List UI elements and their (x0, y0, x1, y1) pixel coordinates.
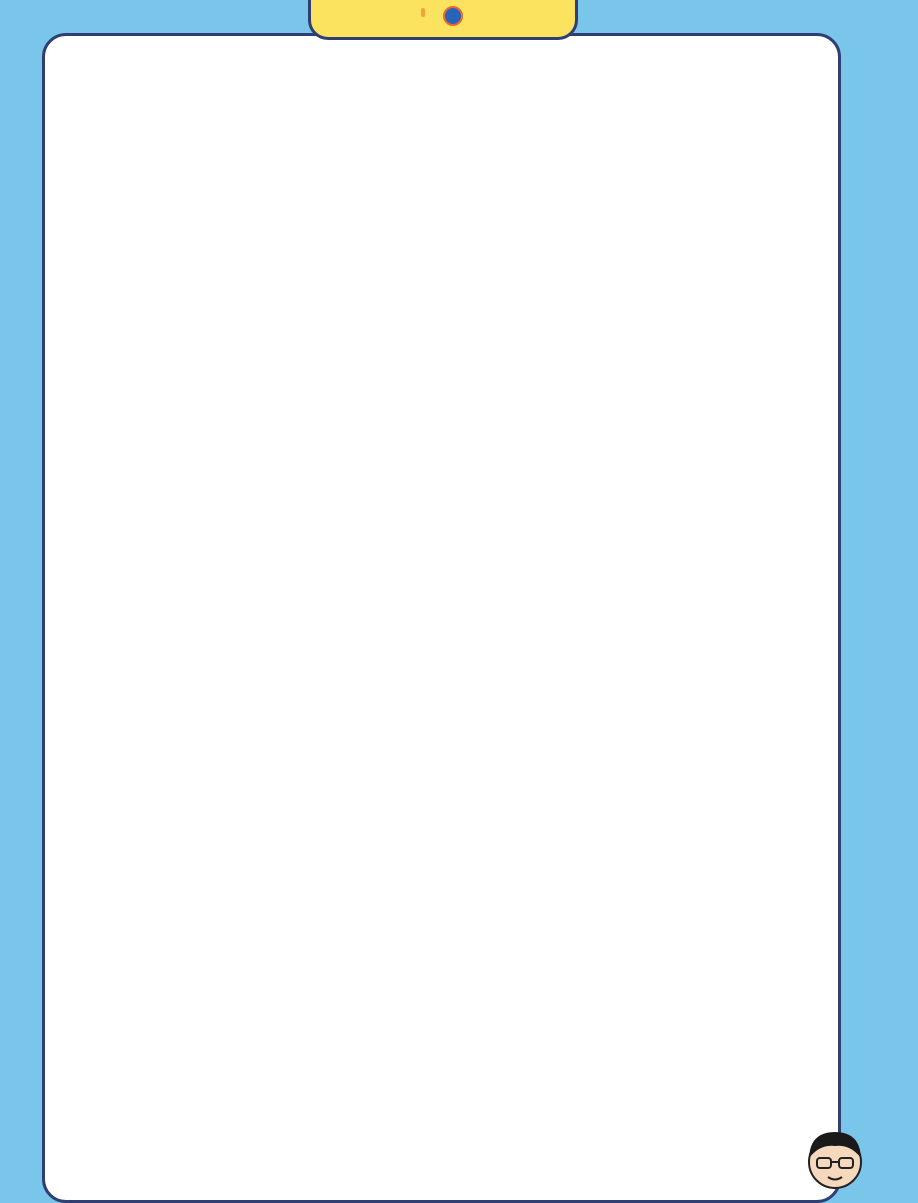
mascot-avatar (800, 1122, 870, 1192)
thay-tai-logo (443, 6, 468, 26)
globe-icon (443, 6, 463, 26)
header-tab (308, 0, 578, 40)
document-page (42, 33, 841, 1203)
qanda-logo (419, 6, 425, 26)
